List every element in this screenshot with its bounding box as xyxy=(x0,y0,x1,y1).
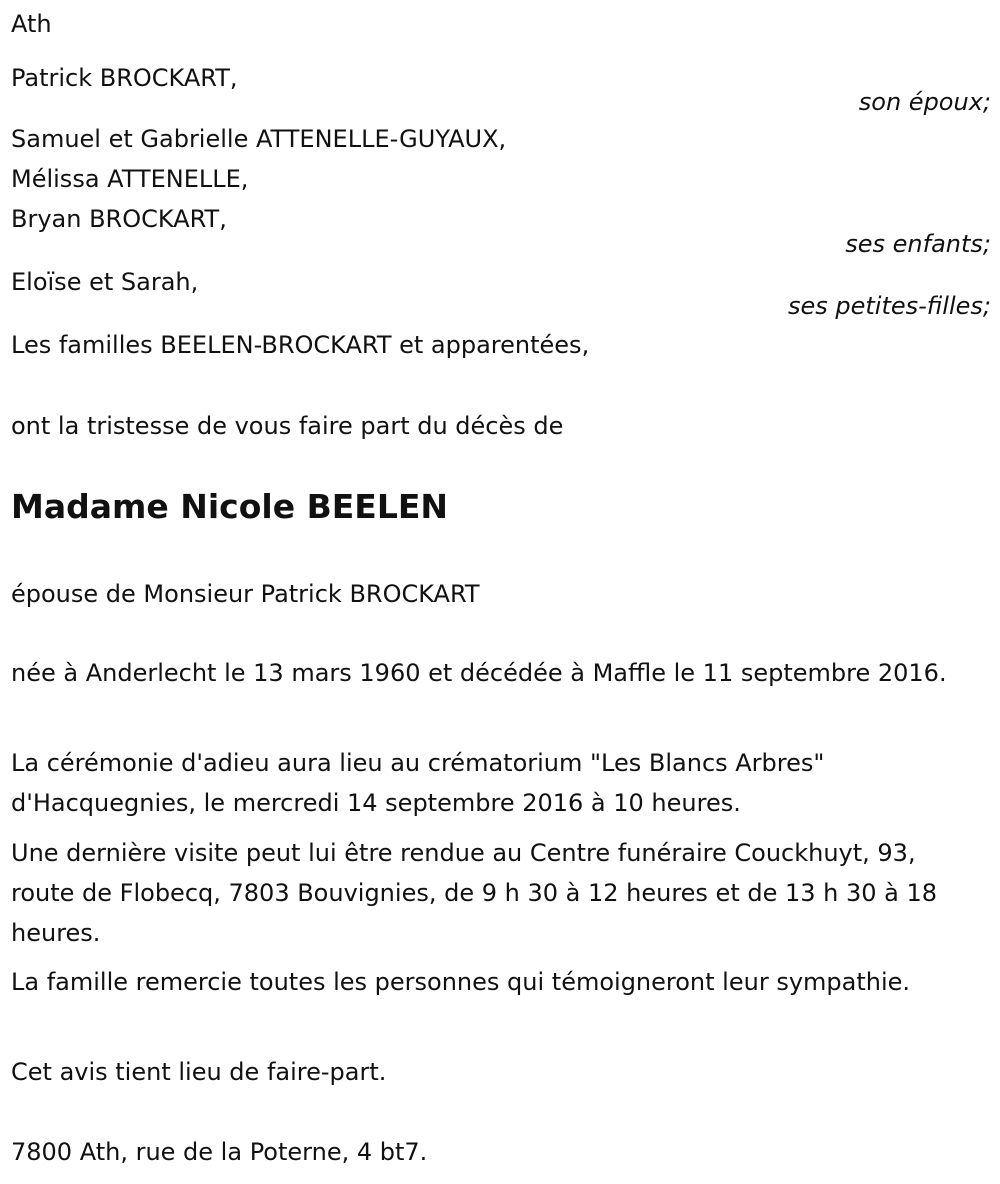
spouse-name: Patrick BROCKART, xyxy=(11,64,238,92)
child-name: Mélissa ATTENELLE, xyxy=(11,165,249,193)
address-line: 7800 Ath, rue de la Poterne, 4 bt7. xyxy=(11,1138,428,1166)
visit-paragraph: Une dernière visite peut lui être rendue au Centre funéraire Couckhuyt, 93, route de Flobecq, 7803 Bouvignies, de 9 h 30 à 12 heures et de 13 h 30 à 18 heures. xyxy=(11,839,938,947)
spouse-role: son époux; xyxy=(858,88,991,116)
spouse-line: épouse de Monsieur Patrick BROCKART xyxy=(11,580,480,608)
grandchildren-role: ses petites-filles; xyxy=(787,292,991,320)
deceased-name: Madame Nicole BEELEN xyxy=(11,487,449,526)
children-role: ses enfants; xyxy=(845,230,991,258)
families-line: Les familles BEELEN-BROCKART et apparentées, xyxy=(11,331,590,359)
notice-line: Cet avis tient lieu de faire-part. xyxy=(11,1058,387,1086)
birth-death-paragraph: née à Anderlecht le 13 mars 1960 et décédée à Maffle le 11 septembre 2016. xyxy=(11,659,947,687)
thanks-paragraph: La famille remercie toutes les personnes qui témoigneront leur sympathie. xyxy=(11,968,911,996)
child-name: Bryan BROCKART, xyxy=(11,205,227,233)
place-header: Ath xyxy=(11,10,52,38)
grandchildren-names: Eloïse et Sarah, xyxy=(11,268,199,296)
announcement-text: ont la tristesse de vous faire part du décès de xyxy=(11,412,564,440)
child-name: Samuel et Gabrielle ATTENELLE-GUYAUX, xyxy=(11,125,507,153)
ceremony-paragraph: La cérémonie d'adieu aura lieu au crématorium "Les Blancs Arbres" d'Hacquegnies, le mercredi 14 septembre 2016 à 10 heures. xyxy=(11,749,825,817)
